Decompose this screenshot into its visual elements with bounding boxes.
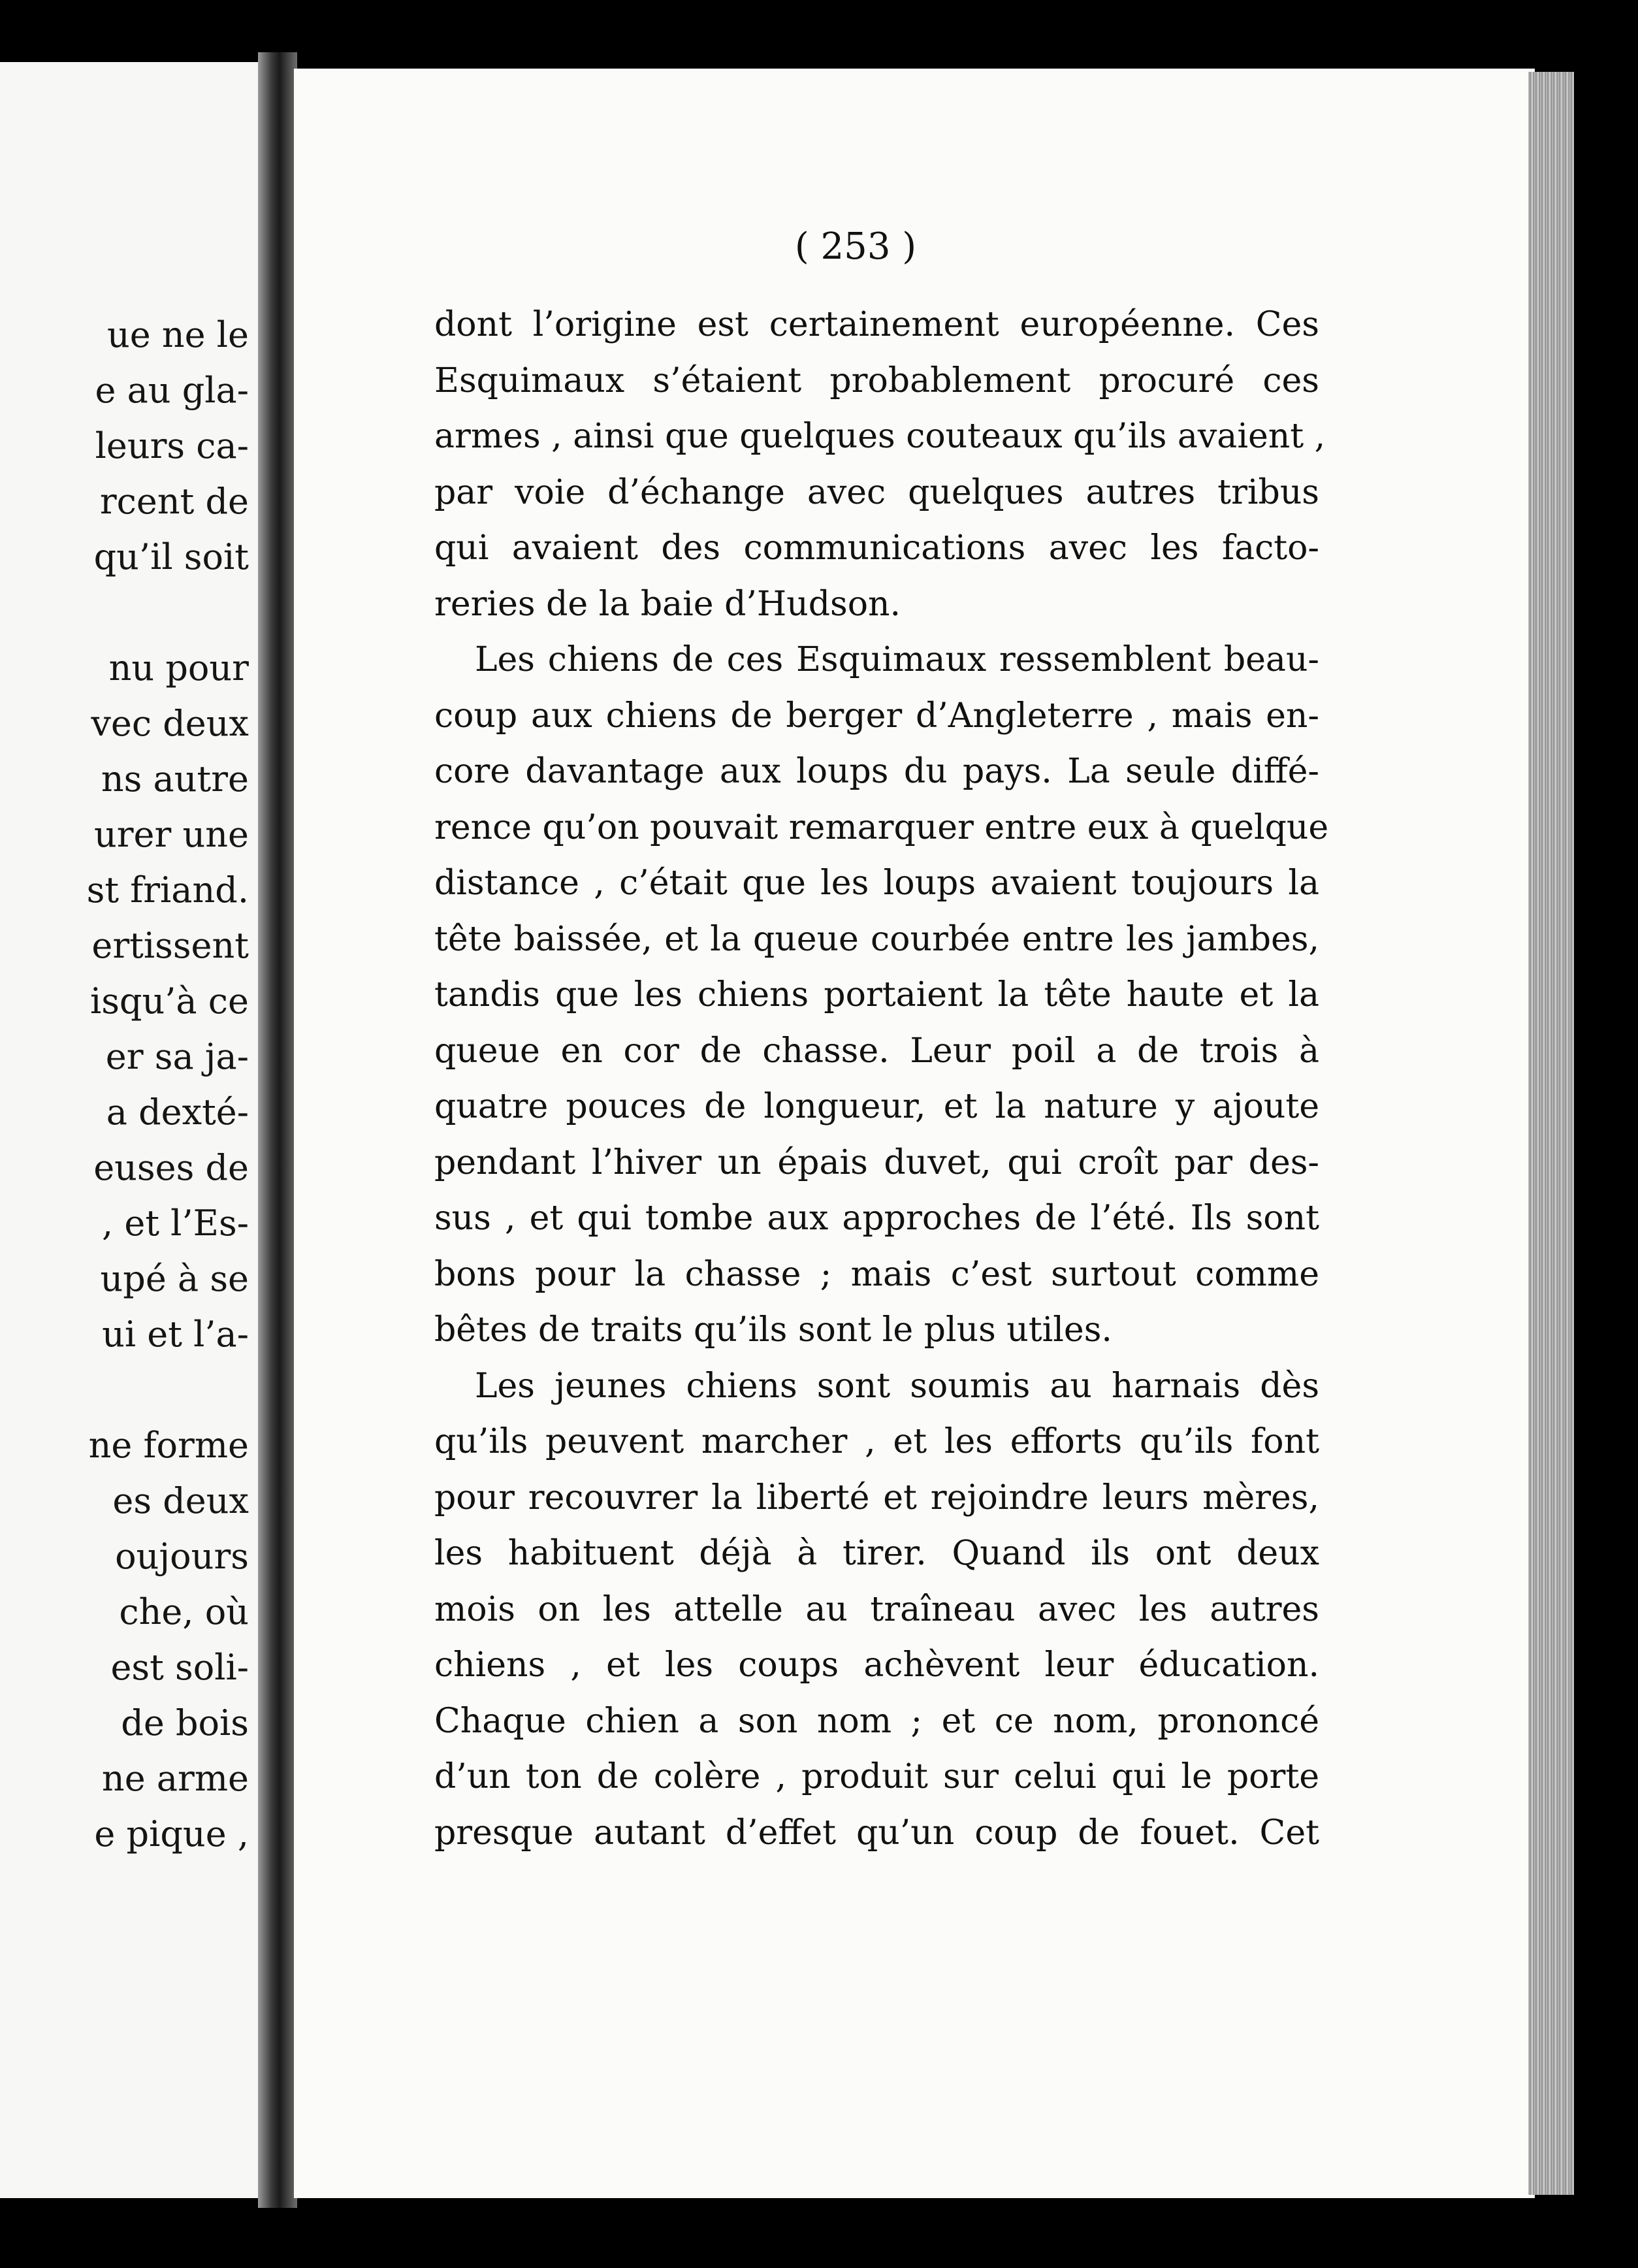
text-line: qu’ils peuvent marcher , et les efforts qu’ils font	[434, 1422, 1319, 1461]
text-line: pour recouvrer la liberté et rejoindre leurs mères,	[434, 1478, 1319, 1517]
left-text-line: e au gla-	[95, 370, 249, 411]
text-line: chiens , et les coups achèvent leur éducation.	[434, 1645, 1319, 1685]
left-text-line: er sa ja-	[105, 1036, 249, 1077]
left-text-line: vec deux	[91, 703, 249, 744]
left-text-line: es deux	[112, 1480, 249, 1521]
left-text-line: upé à se	[100, 1258, 249, 1299]
text-line: pendant l’hiver un épais duvet, qui croît par des-	[434, 1142, 1319, 1182]
text-line: bons pour la chasse ; mais c’est surtout comme	[434, 1254, 1319, 1294]
left-text-line: nu pour	[108, 647, 249, 688]
left-text-line: rcent de	[99, 481, 249, 522]
text-line: distance , c’était que les loups avaient toujours la	[434, 864, 1319, 903]
left-text-line: oujours	[115, 1536, 249, 1577]
left-text-line: de bois	[121, 1702, 249, 1743]
left-text-line: che, où	[119, 1591, 249, 1632]
left-page	[0, 62, 258, 2198]
text-line: coup aux chiens de berger d’Angleterre , mais en-	[434, 696, 1319, 736]
text-line: reries de la baie d’Hudson.	[434, 584, 901, 624]
left-text-line: e pique ,	[94, 1813, 249, 1855]
text-line: quatre pouces de longueur, et la nature y ajoute	[434, 1087, 1319, 1126]
left-text-line: st friand.	[86, 869, 249, 911]
page-body-text	[434, 297, 1329, 1861]
left-text-line: ne forme	[88, 1425, 249, 1466]
left-text-line	[87, 1362, 249, 1418]
text-line: qui avaient des communications avec les facto-	[434, 528, 1319, 568]
text-line: tête baissée, et la queue courbée entre les jambes,	[434, 919, 1319, 959]
left-text-line: ui et l’a-	[102, 1314, 249, 1355]
left-text-line: isqu’à ce	[89, 980, 249, 1022]
text-line: armes , ainsi que quelques couteaux qu’ils avaient ,	[434, 417, 1326, 456]
text-line: bêtes de traits qu’ils sont le plus utiles.	[434, 1310, 1112, 1350]
book-gutter	[258, 52, 297, 2208]
text-line: les habituent déjà à tirer. Quand ils ont deux	[434, 1534, 1319, 1573]
left-text-line: qu’il soit	[93, 536, 249, 577]
left-page-text	[87, 307, 249, 1862]
text-line: queue en cor de chasse. Leur poil a de trois à	[434, 1031, 1319, 1071]
text-line: core davantage aux loups du pays. La seule diffé-	[434, 752, 1319, 791]
text-line: par voie d’échange avec quelques autres tribus	[434, 472, 1319, 512]
text-line: Chaque chien a son nom ; et ce nom, prononcé	[434, 1701, 1319, 1741]
left-text-line: ne arme	[101, 1758, 249, 1799]
left-text-line: leurs ca-	[95, 425, 249, 466]
text-line: rence qu’on pouvait remarquer entre eux à quelque	[434, 807, 1329, 847]
text-line: sus , et qui tombe aux approches de l’été. Ils sont	[434, 1199, 1319, 1238]
left-text-line: ue ne le	[106, 314, 249, 355]
left-text-line: urer une	[93, 814, 249, 855]
left-text-line: a dexté-	[106, 1092, 249, 1133]
left-text-line: , et l’Es-	[102, 1203, 249, 1244]
page-number: ( 253 )	[794, 225, 917, 268]
left-text-line: est soli-	[110, 1647, 249, 1688]
left-text-line: ns autre	[101, 758, 249, 800]
left-text-line: ertissent	[91, 925, 249, 966]
text-line: mois on les attelle au traîneau avec les autres	[434, 1589, 1319, 1629]
left-text-line	[87, 585, 249, 640]
text-line: d’un ton de colère , produit sur celui qui le porte	[434, 1757, 1319, 1796]
text-line: dont l’origine est certainement européenne. Ces	[434, 305, 1319, 344]
page-edges	[1528, 72, 1574, 2195]
text-line: Esquimaux s’étaient probablement procuré ces	[434, 361, 1319, 400]
text-line: tandis que les chiens portaient la tête haute et la	[434, 975, 1319, 1014]
text-line: Les chiens de ces Esquimaux ressemblent beau-	[475, 640, 1319, 679]
text-line: Les jeunes chiens sont soumis au harnais dès	[475, 1366, 1319, 1406]
text-line: presque autant d’effet qu’un coup de fouet. Cet	[434, 1813, 1319, 1853]
left-text-line: euses de	[93, 1147, 249, 1188]
